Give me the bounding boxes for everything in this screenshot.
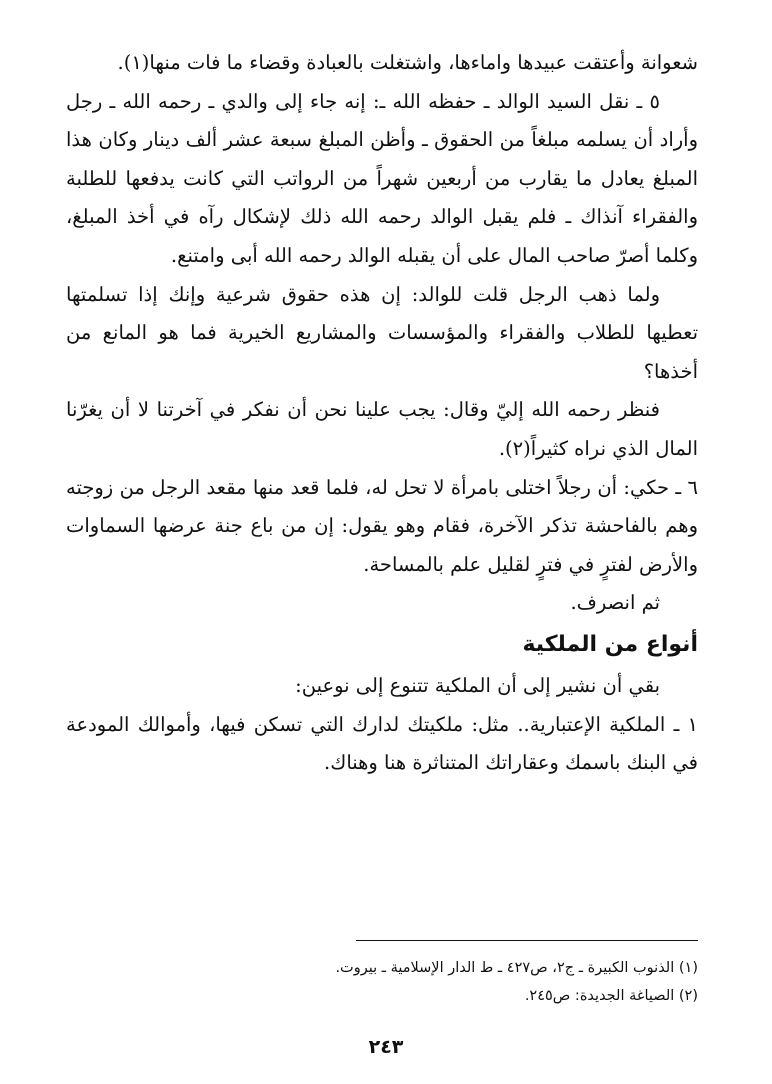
footnotes: [66, 954, 698, 1010]
paragraph-answer: فنظر رحمه الله إليّ وقال: يجب علينا نحن أن نفكر في آخرتنا لا أن يغرّنا المال الذي نراه كثيراً(٢).: [66, 398, 698, 460]
paragraph-question: ولما ذهب الرجل قلت للوالد: إن هذه حقوق شرعية وإنك إذا تسلمتها تعطيها للطلاب والفقراء والمؤسسات والمشاريع الخيرية فما هو المانع من أخذها؟: [66, 282, 698, 383]
main-text: [66, 44, 698, 783]
paragraph-intro: بقي أن نشير إلى أن الملكية تتنوع إلى نوعين:: [295, 673, 660, 697]
paragraph-type-1: ١ ـ الملكية الإعتبارية.. مثل: ملكيتك لدارك التي تسكن فيها، وأموالك المودعة في البنك باسمك وعقاراتك المتناثرة هنا وهناك.: [66, 712, 698, 775]
footnote-2: (٢) الصياغة الجديدة: ص٢٤٥.: [524, 988, 698, 1004]
page-number: ٢٤٣: [368, 1036, 404, 1058]
section-heading: أنواع من الملكية: [522, 631, 698, 657]
paragraph-continuation: شعوانة وأعتقت عبيدها واماءها، واشتغلت بالعبادة وقضاء ما فات منها(١).: [117, 51, 698, 74]
footnote-divider: [356, 940, 698, 941]
paragraph-anecdote-6: ٦ ـ حكي: أن رجلاً اختلى بامرأة لا تحل له، فلما قعد منها مقعد الرجل من زوجته وهم بالفاحشة تذكر الآخرة، فقام وهو يقول: إن من باع جنة عرضها السماوات والأرض لفترٍ في فترٍ لقليل علم بالمساحة.: [66, 475, 698, 576]
footnote-1: (١) الذنوب الكبيرة ـ ج٢، ص٤٢٧ ـ ط الدار الإسلامية ـ بيروت.: [335, 960, 698, 976]
paragraph-ending: ثم انصرف.: [570, 591, 660, 615]
paragraph-anecdote-5: ٥ ـ نقل السيد الوالد ـ حفظه الله ـ: إنه جاء إلى والدي ـ رحمه الله ـ رجل وأراد أن يسلمه مبلغاً من الحقوق ـ وأظن المبلغ سبعة عشر ألف دينار وكان هذا المبلغ يعادل ما يقارب من أربعين شهراً من الرواتب التي كانت يدفعها للطلبة والفقراء آنذاك ـ فلم يقبل الوالد رحمه الله ذلك لإشكال رآه في أخذ المبلغ، وكلما أصرّ صاحب المال على أن يقبله الوالد رحمه الله أبى وامتنع.: [66, 89, 698, 267]
